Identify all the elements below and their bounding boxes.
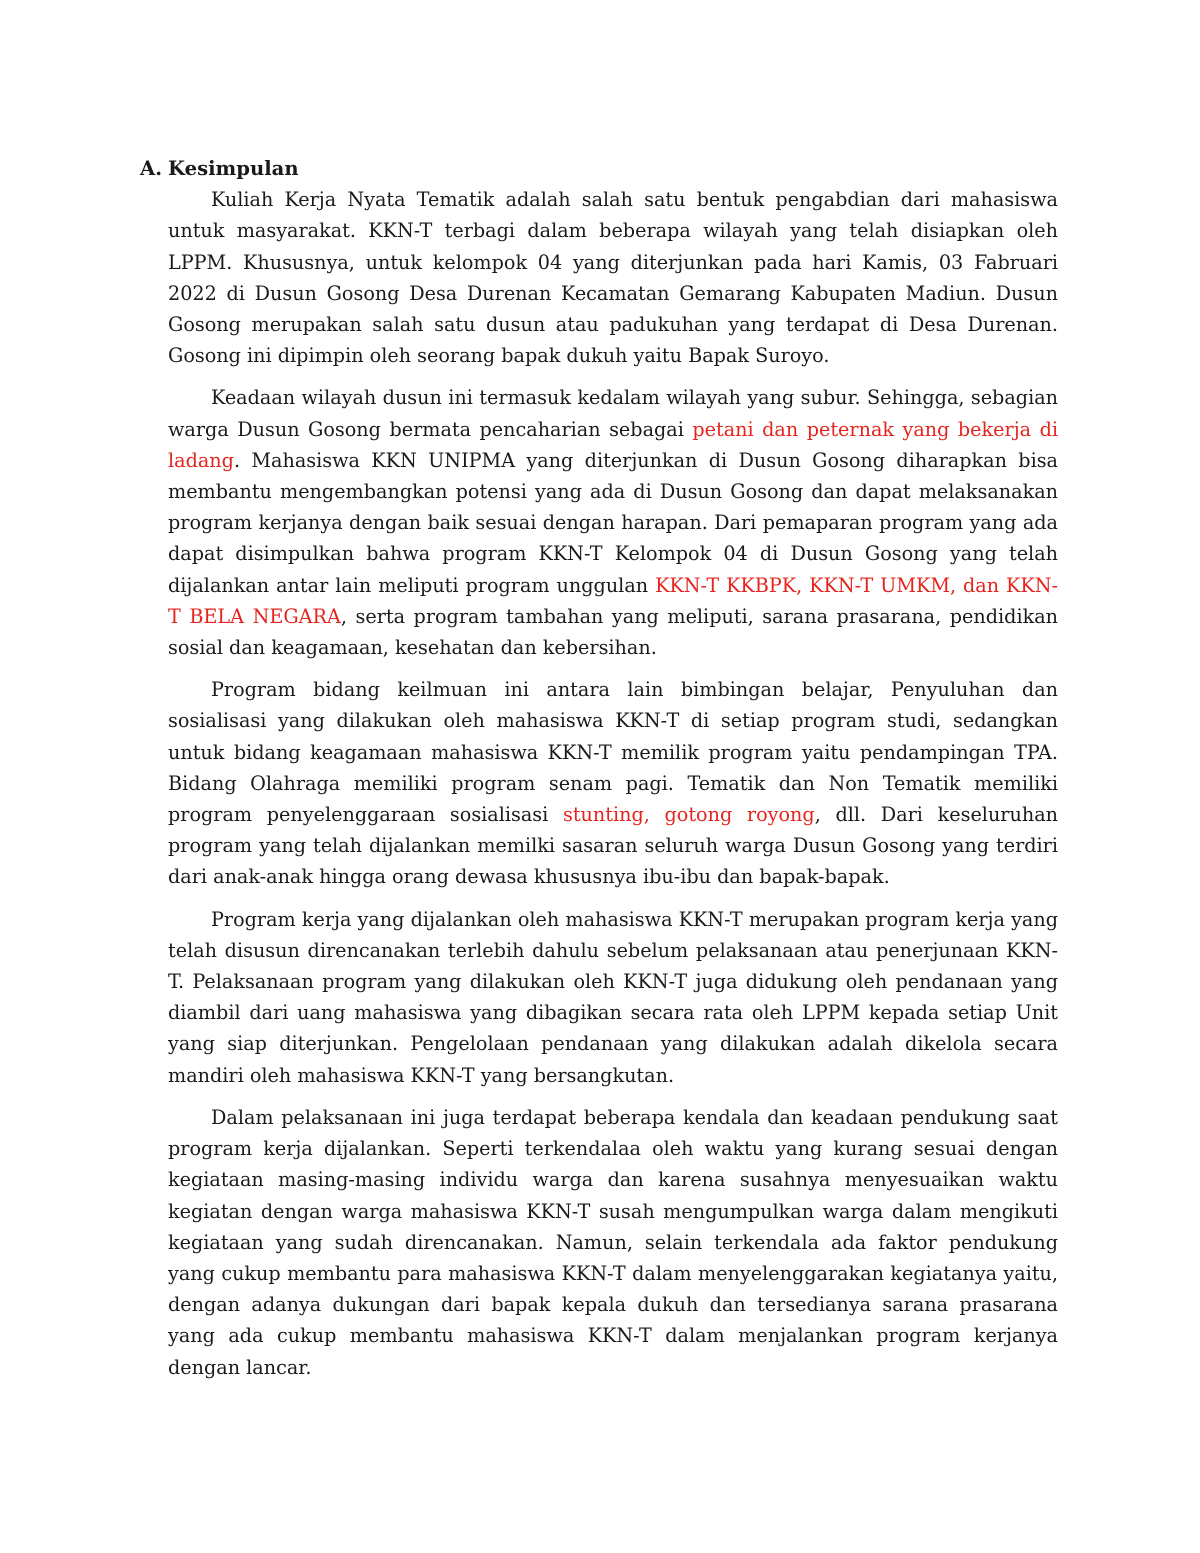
paragraph-2-highlight-2: KKN-T KKBPK, KKN-T UMKM, dan KKN-T BELA NEGARA: [168, 573, 1058, 628]
paragraph-3-highlight-1: stunting, gotong royong: [562, 803, 815, 827]
paragraph-2-highlight-1: petani dan peternak yang bekerja di ladang: [168, 417, 1058, 472]
paragraph-5: [168, 1102, 1058, 1383]
paragraph-4: [168, 904, 1058, 1091]
paragraph-2-text-2: . Mahasiswa KKN UNIPMA yang diterjunkan di Dusun Gosong diharapkan bisa membantu mengembangkan potensi yang ada di Dusun Gosong dan dapat melaksanakan program kerjanya dengan baik sesuai dengan harapan. Dari pemaparan program yang ada dapat disimpulkan bahwa program KKN-T Kelompok 04 di Dusun Gosong yang telah dijalankan antar lain meliputi program unggulan: [168, 448, 1058, 597]
paragraph-5-text: Dalam pelaksanaan ini juga terdapat beberapa kendala dan keadaan pendukung saat program kerja dijalankan. Seperti terkendalaa oleh waktu yang kurang sesuai dengan kegiataan masing-masing individu warga dan karena susahnya menyesuaikan waktu kegiatan dengan warga mahasiswa KKN-T susah mengumpulkan warga dalam mengikuti kegiataan yang sudah direncanakan. Namun, selain terkendala ada faktor pendukung yang cukup membantu para mahasiswa KKN-T dalam menyelenggarakan kegiatanya yaitu, dengan adanya dukungan dari bapak kepala dukuh dan tersedianya sarana prasarana yang ada cukup membantu mahasiswa KKN-T dalam menjalankan program kerjanya dengan lancar.: [168, 1105, 1058, 1379]
document-body: [140, 153, 1059, 1394]
section-heading: [140, 153, 1058, 184]
paragraph-2-text-3: , serta program tambahan yang meliputi, sarana prasarana, pendidikan sosial dan keagamaan, kesehatan dan kebersihan.: [168, 604, 1059, 660]
paragraph-1-text: Kuliah Kerja Nyata Tematik adalah salah satu bentuk pengabdian dari mahasiswa untuk masyarakat. KKN-T terbagi dalam beberapa wilayah yang telah disiapkan oleh LPPM. Khususnya, untuk kelompok 04 yang diterjunkan pada hari Kamis, 03 Fabruari 2022 di Dusun Gosong Desa Durenan Kecamatan Gemarang Kabupaten Madiun. Dusun Gosong merupakan salah satu dusun atau padukuhan yang terdapat di Desa Durenan. Gosong ini dipimpin oleh seorang bapak dukuh yaitu Bapak Suroyo.: [168, 188, 1058, 368]
paragraph-3: [168, 674, 1058, 892]
paragraph-3-text-2: , dll. Dari keseluruhan program yang telah dijalankan memilki sasaran seluruh warga Dusun Gosong yang terdiri dari anak-anak hingga orang dewasa khususnya ibu-ibu dan bapak-bapak.: [168, 803, 1058, 889]
paragraph-3-text-1: Program bidang keilmuan ini antara lain bimbingan belajar, Penyuluhan dan sosialisasi yang dilakukan oleh mahasiswa KKN-T di setiap program studi, sedangkan untuk bidang keagamaan mahasiswa KKN-T memilik program yaitu pendampingan TPA. Bidang Olahraga memiliki program senam pagi. Tematik dan Non Tematik memiliki program penyelenggaraan sosialisasi: [168, 678, 1058, 827]
paragraph-2: [168, 382, 1058, 663]
section-number: A.: [140, 157, 163, 180]
paragraph-1: [168, 184, 1058, 371]
paragraph-2-text-1: Keadaan wilayah dusun ini termasuk kedalam wilayah yang subur. Sehingga, sebagian warga Dusun Gosong bermata pencaharian sebagai: [168, 386, 1058, 441]
paragraph-4-text: Program kerja yang dijalankan oleh mahasiswa KKN-T merupakan program kerja yang telah disusun direncanakan terlebih dahulu sebelum pelaksanaan atau penerjunaan KKN-T. Pelaksanaan program yang dilakukan oleh KKN-T juga didukung oleh pendanaan yang diambil dari uang mahasiswa yang dibagikan secara rata oleh LPPM kepada setiap Unit yang siap diterjunkan. Pengelolaan pendanaan yang dilakukan adalah dikelola secara mandiri oleh mahasiswa KKN-T yang bersangkutan.: [168, 907, 1058, 1087]
section-title: Kesimpulan: [168, 157, 299, 180]
